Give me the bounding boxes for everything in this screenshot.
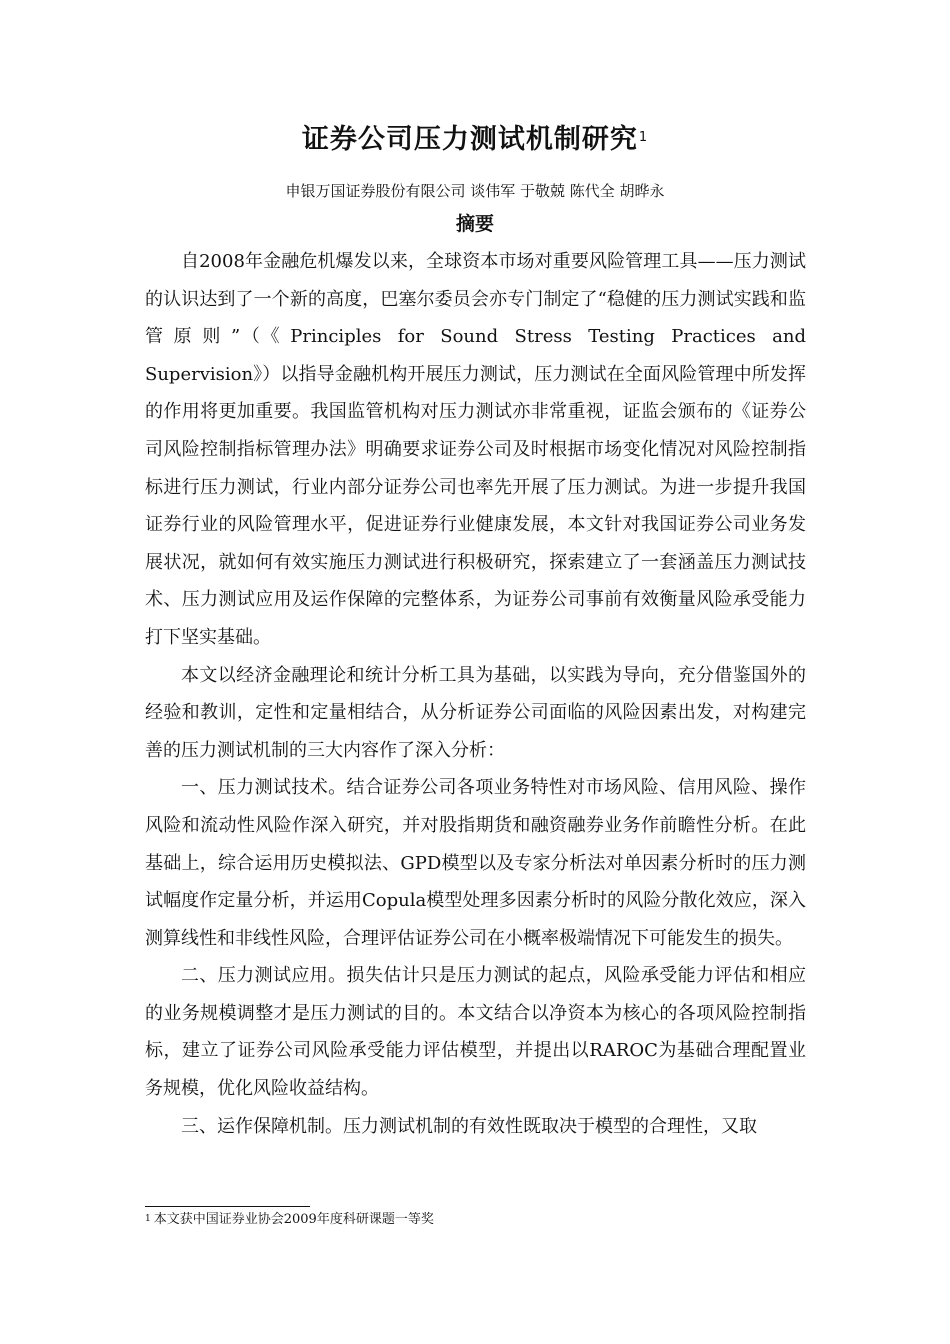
author-line: 申银万国证券股份有限公司 谈伟军 于敬兢 陈代全 胡晔永 [285, 182, 665, 200]
footnote-divider [145, 1206, 310, 1207]
paper-title [0, 120, 950, 160]
title-footnote-mark: 1 [638, 130, 649, 145]
footnote [145, 1210, 434, 1230]
paragraph-stress-testing-application: 二、压力测试应用。损失估计只是压力测试的起点，风险承受能力评估和相应的业务规模调整才是压力测试的目的。本文结合以净资本为核心的各项风险控制指标，建立了证券公司风险承受能力评估模型，并提出以RAROC为基础合理配置业务规模，优化风险收益结构。 [145, 965, 806, 1100]
footnote-mark: 1 [145, 1214, 151, 1224]
footnote-text: 本文获中国证券业协会2009年度科研课题一等奖 [153, 1212, 434, 1227]
abstract-heading: 摘要 [455, 213, 494, 235]
title-text: 证券公司压力测试机制研究 [301, 124, 638, 155]
paragraph-intro: 自2008年金融危机爆发以来，全球资本市场对重要风险管理工具——压力测试的认识达到了一个新的高度，巴塞尔委员会亦专门制定了“稳健的压力测试实践和监管原则”（《Principles for Sound Stress Testing Practices and Supervision》）以指导金融机构开展压力测试，压力测试在全面风险管理中所发挥的作用将更加重要。我国监管机构对压力测试亦非常重视，证监会颁布的《证券公司风险控制指标管理办法》明确要求证券公司及时根据市场变化情况对风险控制指标进行压力测试，行业内部分证券公司也率先开展了压力测试。为进一步提升我国证券行业的风险管理水平，促进证券行业健康发展，本文针对我国证券公司业务发展状况，就如何有效实施压力测试进行积极研究，探索建立了一套涵盖压力测试技术、压力测试应用及运作保障的完整体系，为证券公司事前有效衡量风险承受能力打下坚实基础。 [145, 251, 806, 648]
abstract-body [145, 243, 806, 1145]
paragraph-stress-testing-technique: 一、压力测试技术。结合证券公司各项业务特性对市场风险、信用风险、操作风险和流动性风险作深入研究，并对股指期货和融资融券业务作前瞻性分析。在此基础上，综合运用历史模拟法、GPD模型以及专家分析法对单因素分析时的压力测试幅度作定量分析，并运用Copula模型处理多因素分析时的风险分散化效应，深入测算线性和非线性风险，合理评估证券公司在小概率极端情况下可能发生的损失。 [145, 777, 806, 949]
paragraph-approach: 本文以经济金融理论和统计分析工具为基础，以实践为导向，充分借鉴国外的经验和教训，定性和定量相结合，从分析证券公司面临的风险因素出发，对构建完善的压力测试机制的三大内容作了深入分析： [145, 664, 806, 761]
paragraph-operation-guarantee: 三、运作保障机制。压力测试机制的有效性既取决于模型的合理性，又取 [181, 1115, 757, 1137]
